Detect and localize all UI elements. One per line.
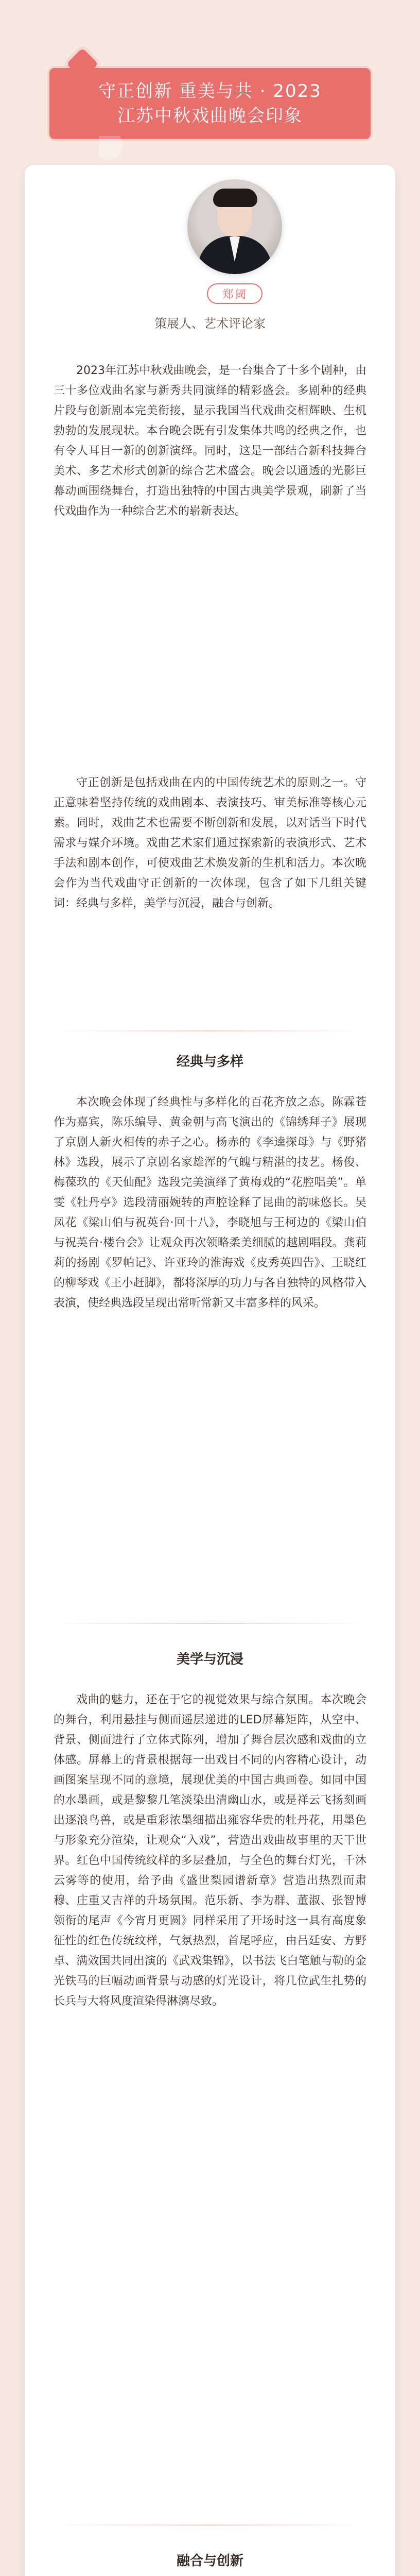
author-name: 郑阈 <box>222 288 247 301</box>
header-title-line2: 江苏中秋戏曲晚会印象 <box>117 106 303 126</box>
author-name-badge <box>207 283 262 304</box>
article-header <box>49 68 371 139</box>
section-divider <box>54 1623 366 1624</box>
section-aesthetics-paragraph: 戏曲的魅力，还在于它的视觉效果与综合氛围。本次晚会的舞台，利用悬挂与侧面遥层递进的LED屏幕矩阵，从空中、背景、侧面进行了立体式陈列，增加了舞台层次感和戏曲的立体感。屏幕上的背景根据每一出戏目不同的内容精心设计，动画图案呈现不同的意境，展现优美的中国古典画卷。如同中国的水墨画，或是黎黎几笔淡染出清幽山水，或是祥云飞扬刻画出逐浪鸟兽，或是重彩浓墨细描出雍容华贵的牡丹花，用墨色与形象充分渲染，让观众“入戏”，营造出戏曲故事里的天干世界。红色中国传统纹样的多层叠加，与全色的舞台灯光，千沐云雾等的使用，给予曲《盛世梨园谱新章》营造出热烈而肃穆、庄重又吉祥的升场氛围。范乐新、李为群、董淑、张智博领衔的尾声《今宵月更圆》同样采用了开场时这一具有高度象征性的红色传统纹样，气氛热烈，首尾呼应，由吕廷安、方野卓、满效国共同出演的《武戏集锦》，以书法飞白笔触与勒的金光铁马的巨幅动画背景与动感的灯光设计，将几位武生扎势的长兵与大将风度渲染得淋漓尽致。 <box>54 1693 367 2008</box>
section-title-classic: 经典与多样 <box>176 1054 243 1070</box>
section-divider <box>54 1030 366 1031</box>
header-title-line1: 守正创新 重美与共 · 2023 <box>98 81 322 101</box>
intro-paragraph-2: 守正创新是包括戏曲在内的中国传统艺术的原则之一。守正意味着坚持传统的戏曲剧本、表演技巧、审美标准等核心元素。同时，戏曲艺术也需要不断创新和发展，以对话当下时代需求与媒介环境。戏曲艺术家们通过探索新的表演形式、艺术手法和剧本创作，可使戏曲艺术焕发新的生机和活力。本次晚会作为当代戏曲守正创新的一次体现，包含了如下几组关键词：经典与多样，美学与沉浸，融合与创新。 <box>54 776 366 910</box>
section-title-fusion: 融合与创新 <box>176 2553 243 2569</box>
intro-paragraph-1: 2023年江苏中秋戏曲晚会，是一台集合了十多个剧种，由三十多位戏曲名家与新秀共同演绎的精彩盛会。多剧种的经典片段与创新剧本完美衔接，显示我国当代戏曲交相辉映、生机勃勃的发展现状。本台晚会既有引发集体共鸣的经典之作，也有令人耳目一新的创新演绎。同时，这是一部结合新科技舞台美术、多艺术形式创新的综合艺术盛会。晚会以通透的光影巨幕动画围绕舞台，打造出独特的中国古典美学景观，刷新了当代戏曲作为一种综合艺术的崭新表达。 <box>54 364 366 518</box>
article-card <box>25 165 395 2576</box>
section-classic-paragraph: 本次晚会体现了经典性与多样化的百花齐放之态。陈霖苍作为嘉宾，陈乐编导、黄金朝与高飞演出的《锦绣拜子》展现了京剧人新火相传的赤子之心。杨赤的《李逵探母》与《野猪林》选段，展示了京剧名家雄浑的气魄与精湛的技艺。杨俊、梅葆玖的《天仙配》选段完美演绎了黄梅戏的“花腔唱美”。单雯《牡丹亭》选段清丽婉转的声腔诠释了昆曲的韵味悠长。吴凤花《梁山伯与祝英台·回十八》，李晓旭与王柯边的《梁山伯与祝英台·楼台会》让观众再次领略柔美细腻的越剧唱段。龚莉莉的扬剧《罗帕记》、许亚玲的淮海戏《皮秀英四告》、王晓红的柳琴戏《王小赶脚》，都将深厚的功力与各自独特的风格带入表演，使经典选段呈现出常听常新又丰富多样的风采。 <box>54 1096 367 1310</box>
author-role: 策展人、艺术评论家 <box>154 316 266 331</box>
author-avatar <box>187 179 282 274</box>
avatar-hair <box>213 189 257 207</box>
section-title-aesthetics: 美学与沉浸 <box>176 1652 243 1667</box>
section-divider <box>54 2524 366 2526</box>
